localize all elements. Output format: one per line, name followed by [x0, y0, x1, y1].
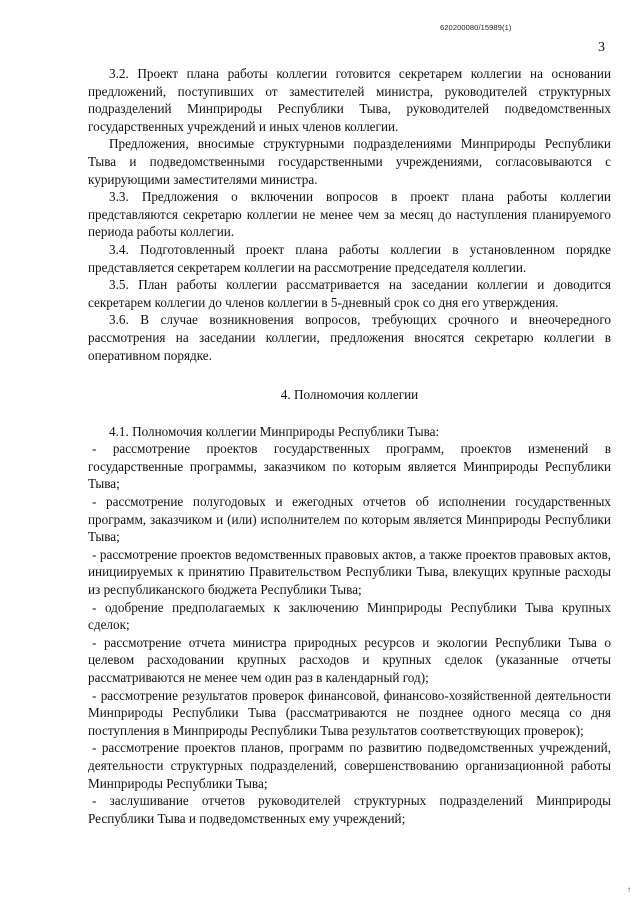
list-item: - рассмотрение результатов проверок финансовой, финансово-хозяйственной деятельности Минприроды Республики Тыва (рассматриваются не позднее одного месяца со дня поступления в Минприроды Республики Тыва результатов соответствующих проверок);	[88, 687, 611, 738]
document-body	[88, 65, 611, 827]
list-item: - рассмотрение проектов ведомственных правовых актов, а также проектов правовых актов, инициируемых к принятию Правительством Республики Тыва, влекущих крупные расходы из республиканского бюджета Республики Тыва;	[88, 546, 611, 598]
paragraph-3-5: 3.5. План работы коллегии рассматривается на заседании коллегии и доводится секретарем коллегии до членов коллегии в 5-дневный срок со дня его утверждения.	[88, 277, 611, 310]
document-id: 620200080/15989(1)	[440, 23, 512, 32]
paragraph-proposals: Предложения, вносимые структурными подразделениями Минприроды Республики Тыва и подведомственными государственными учреждениями, согласовываются с курирующими заместителями министра.	[88, 136, 611, 187]
list-item: - рассмотрение проектов планов, программ по развитию подведомственных учреждений, деятельности структурных подразделений, совершенствованию организационной работы Минприроды Республики Тыва;	[88, 740, 611, 791]
list-item: - одобрение предполагаемых к заключению Минприроды Республики Тыва крупных сделок;	[88, 599, 611, 633]
page-number: 3	[598, 40, 605, 55]
paragraph-3-6: 3.6. В случае возникновения вопросов, требующих срочного и внеочередного рассмотрения на заседании коллегии, предложения вносятся секретарю коллегии в оперативном порядке.	[88, 312, 611, 363]
paragraph-3-3: 3.3. Предложения о включении вопросов в проект плана работы коллегии представляются секретарю коллегии не менее чем за месяц до наступления планируемого периода работы коллегии.	[88, 189, 611, 240]
list-item: - рассмотрение полугодовых и ежегодных отчетов об исполнении государственных программ, заказчиком и (или) исполнителем по которым является Минприроды Республики Тыва;	[88, 494, 611, 545]
section-title: 4. Полномочия коллегии	[280, 387, 419, 403]
paragraph-4-1: 4.1. Полномочия коллегии Минприроды Республики Тыва:	[109, 423, 440, 439]
list-item: - рассмотрение проектов государственных программ, проектов изменений в государственные программы, заказчиком по которым является Минприроды Республики Тыва;	[88, 441, 611, 492]
list-item: - заслушивание отчетов руководителей структурных подразделений Минприроды Республики Тыва и подведомственных ему учреждений;	[88, 793, 611, 826]
paragraph-3-2: 3.2. Проект плана работы коллегии готовится секретарем коллегии на основании предложений, поступивших от заместителей министра, руководителей структурных подразделений Минприроды Республики Тыва, руководителей подведомственных государственных учреждений и иных членов коллегии.	[88, 66, 611, 134]
paragraph-3-4: 3.4. Подготовленный проект плана работы коллегии в установленном порядке представляется секретарем коллегии на рассмотрение председателя коллегии.	[88, 241, 611, 275]
corner-mark: ↑	[627, 885, 631, 894]
list-item: - рассмотрение отчета министра природных ресурсов и экологии Республики Тыва о целевом расходовании крупных расходов и крупных сделок (указанные отчеты рассматриваются не менее чем один раз в календарный год);	[88, 634, 611, 685]
